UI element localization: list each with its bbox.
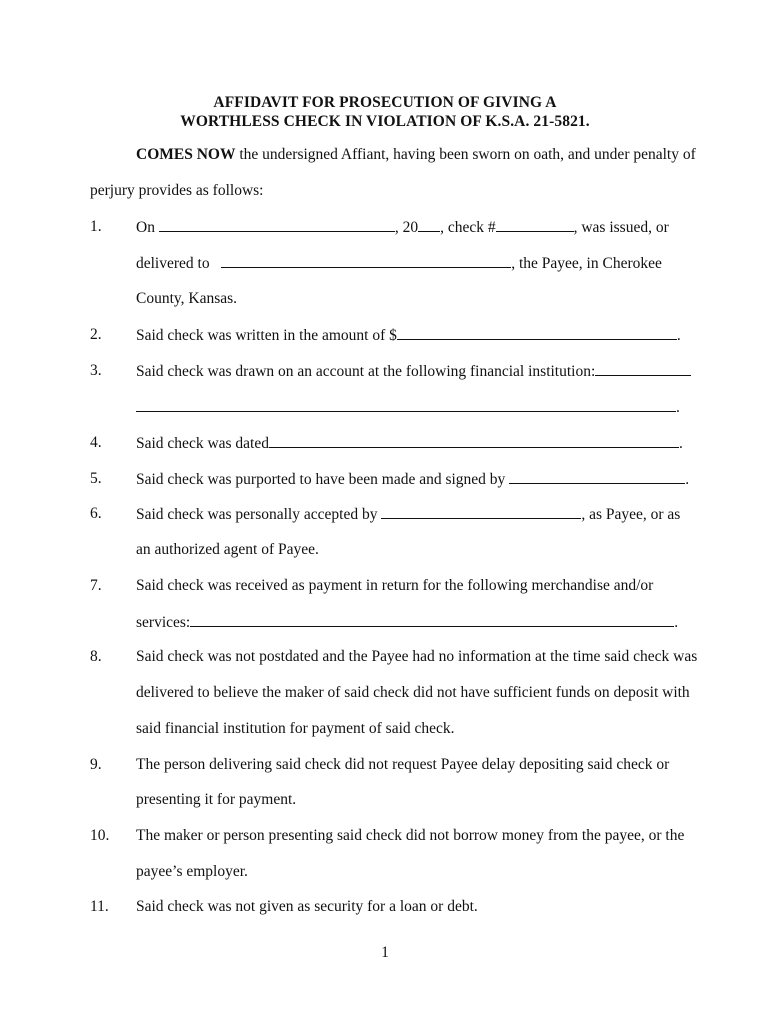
item-8-line-3: said financial institution for payment of said check. — [136, 720, 455, 737]
item-2-text: Said check was written in the amount of $ — [136, 327, 397, 344]
item-11-number: 11. — [90, 898, 109, 915]
title-line-1: AFFIDAVIT FOR PROSECUTION OF GIVING A — [213, 94, 557, 111]
year-prefix: , 20 — [394, 219, 419, 236]
intro-continuation: perjury provides as follows: — [90, 182, 264, 199]
item-5-text: Said check was purported to have been made and signed by — [136, 471, 510, 488]
item-4-period: . — [679, 435, 683, 452]
item-3-line — [136, 362, 691, 381]
check-number-blank[interactable] — [496, 218, 574, 232]
item-4-line — [136, 434, 683, 453]
delivered-to-text: delivered to — [136, 255, 210, 272]
item-7-number: 7. — [90, 577, 102, 594]
item-1-line-1 — [136, 218, 669, 237]
title-line-2: WORTHLESS CHECK IN VIOLATION OF K.S.A. 21-5821. — [180, 113, 590, 130]
item-8-line-2: delivered to believe the maker of said check did not have sufficient funds on deposit with — [136, 684, 690, 701]
item-1-line-3: County, Kansas. — [136, 290, 238, 307]
page-number: 1 — [381, 944, 389, 961]
payee-text: , the Payee, in Cherokee — [511, 255, 662, 272]
item-10-line-1: The maker or person presenting said check did not borrow money from the payee, or the — [136, 827, 685, 844]
item-1-number: 1. — [90, 218, 102, 235]
item-7-line: Said check was received as payment in return for the following merchandise and/or — [136, 577, 654, 594]
item-2-number: 2. — [90, 326, 102, 343]
item-9-line-1: The person delivering said check did not request Payee delay depositing said check or — [136, 756, 670, 773]
institution-blank-2[interactable] — [136, 398, 676, 412]
item-6-line — [136, 505, 680, 524]
item-5-period: . — [685, 471, 690, 488]
dated-blank[interactable] — [269, 434, 679, 448]
item-5-number: 5. — [90, 470, 102, 487]
institution-blank-1[interactable] — [595, 362, 691, 376]
check-label: , check # — [440, 219, 496, 236]
item-4-number: 4. — [90, 434, 102, 451]
item-6-number: 6. — [90, 505, 102, 522]
item-3-period: . — [676, 399, 680, 416]
item-1-line-2 — [136, 254, 662, 273]
item-10-number: 10. — [90, 827, 110, 844]
year-blank[interactable] — [418, 218, 440, 232]
item-3-line-2 — [136, 398, 680, 417]
payee-blank[interactable] — [221, 254, 511, 268]
intro-rest: the undersigned Affiant, having been sworn on oath, and under penalty of — [235, 146, 696, 163]
intro-lead: COMES NOW — [136, 146, 236, 163]
item-4-text: Said check was dated — [136, 435, 269, 452]
item-6-text: Said check was personally accepted by — [136, 506, 382, 523]
item-11-line: Said check was not given as security for a loan or debt. — [136, 898, 478, 915]
services-label: services: — [136, 614, 191, 631]
item-3-text: Said check was drawn on an account at the following financial institution: — [136, 363, 596, 380]
item-2-period: . — [676, 327, 681, 344]
signed-by-blank[interactable] — [509, 470, 685, 484]
item-7-line-2 — [136, 613, 678, 632]
item-8-line-1: Said check was not postdated and the Payee had no information at the time said check was — [136, 648, 698, 665]
services-blank[interactable] — [190, 613, 674, 627]
item-5-line — [136, 470, 689, 489]
item-2-line — [136, 326, 681, 345]
item-7-period: . — [674, 614, 679, 631]
item-1-on: On — [136, 219, 155, 236]
item-3-number: 3. — [90, 362, 102, 379]
item-8-number: 8. — [90, 648, 102, 665]
item-10-line-2: payee’s employer. — [136, 863, 248, 880]
accepted-by-blank[interactable] — [381, 505, 581, 519]
issued-text: , was issued, or — [573, 219, 669, 236]
item-6-line-2: an authorized agent of Payee. — [136, 541, 319, 558]
item-9-number: 9. — [90, 756, 102, 773]
date-blank[interactable] — [159, 218, 395, 232]
item-9-line-2: presenting it for payment. — [136, 791, 297, 808]
intro-paragraph — [136, 146, 696, 164]
item-6-mid: , as Payee, or as — [581, 506, 681, 523]
amount-blank[interactable] — [397, 326, 677, 340]
